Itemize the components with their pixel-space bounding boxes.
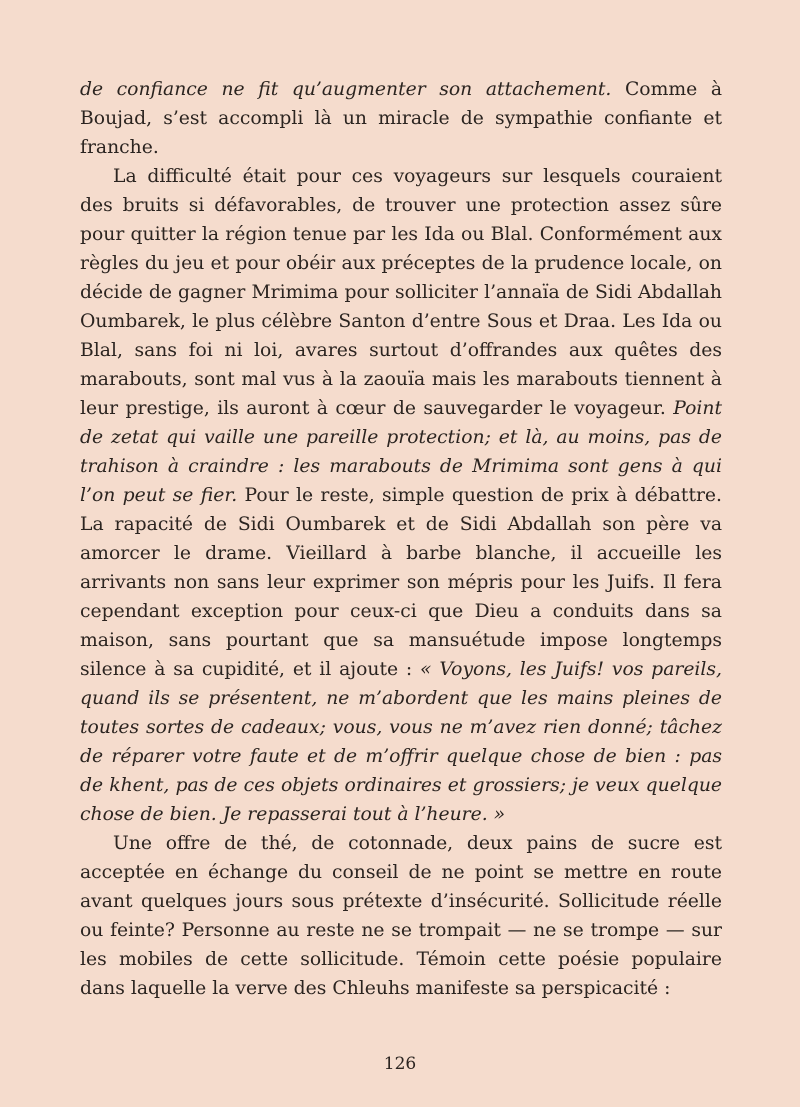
page-number: 126 [383, 1054, 417, 1074]
paragraph-1 [80, 76, 722, 163]
text-segment: La difficulté était pour ces voyageurs sur lesquels couraient des bruits si défavorables, de trouver une protection assez sûre pour quitter la région tenue par les Ida ou Blal. Conformément aux règles du jeu et pour obéir aux préceptes de la prudence locale, on décide de gagner Mrimima pour solliciter l’annaïa de Sidi Abdallah Oumbarek, le plus célèbre Santon d’entre Sous et Draa. Les Ida ou Blal, sans foi ni loi, avares surtout d’offrandes aux quêtes des marabouts, sont mal vus à la zaouïa mais les marabouts tiennent à leur prestige, ils auront à cœur de sauvegarder le voyageur. [80, 165, 722, 419]
body-text [80, 76, 722, 1004]
text-segment: Une offre de thé, de cotonnade, deux pains de sucre est acceptée en échange du conseil de ne point se mettre en route avant quelques jours sous prétexte d’insécurité. Sollicitude réelle ou feinte? Personne au reste ne se trompait — ne se trompe — sur les mobiles de cette sollicitude. Témoin cette poésie populaire dans laquelle la verve des Chleuhs manifeste sa perspicacité : [80, 832, 722, 999]
text-segment: Comme à Boujad, s’est accompli là un miracle de sympathie confiante et franche. [80, 79, 722, 158]
text-segment: de confiance ne fit qu’augmenter son attachement. [80, 79, 612, 100]
paragraph-2 [80, 163, 722, 830]
paragraph-3 [80, 830, 722, 1004]
text-segment: Point de zetat qui vaille une pareille protection; et là, au moins, pas de trahison à craindre : les marabouts de Mrimima sont gens à qui l’on peut se fier. [80, 397, 722, 506]
text-segment: « Voyons, les Juifs! vos pareils, quand ils se présentent, ne m’abordent que les mains pleines de toutes sortes de cadeaux; vous, vous ne m’avez rien donné; tâchez de réparer votre faute et de m’offrir quelque chose de bien : pas de khent, pas de ces objets ordinaires et grossiers; je veux quelque chose de bien. Je repasserai tout à l’heure. » [80, 658, 723, 825]
text-segment: Pour le reste, simple question de prix à débattre. La rapacité de Sidi Oumbarek et de Sidi Abdallah son père va amorcer le drame. Vieillard à barbe blanche, il accueille les arrivants non sans leur exprimer son mépris pour les Juifs. Il fera cependant exception pour ceux-ci que Dieu a conduits dans sa maison, sans pourtant que sa mansuétude impose longtemps silence à sa cupidité, et il ajoute : [80, 484, 722, 680]
